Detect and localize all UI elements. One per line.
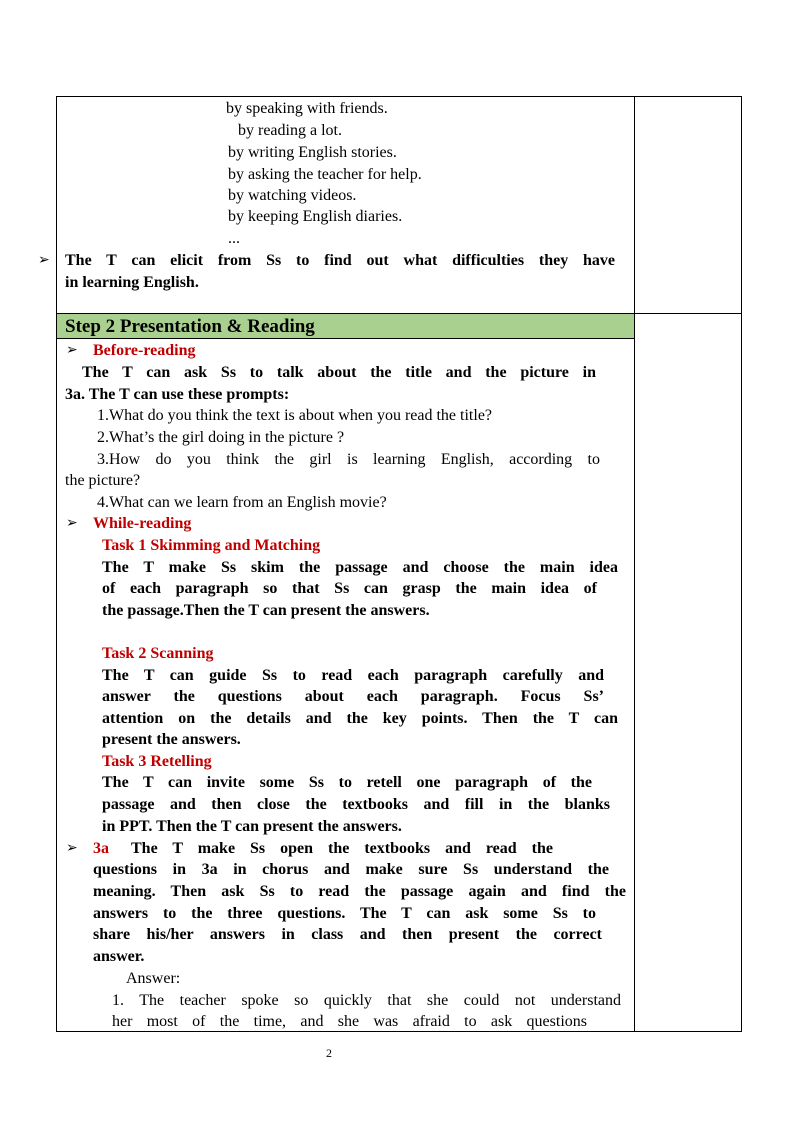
s3a-line: questions in 3a in chorus and make sure Ss understand the (93, 861, 609, 878)
s3a-line: meaning. Then ask Ss to read the passage again and find the (93, 883, 626, 900)
question-line: 3.How do you think the girl is learning English, according to (97, 451, 600, 468)
method-line: by watching videos. (228, 187, 357, 204)
method-line: by speaking with friends. (226, 100, 388, 117)
method-line: ... (228, 230, 240, 247)
s3a-line: answer. (93, 948, 145, 965)
page-number: 2 (326, 1046, 332, 1060)
s3a-line: answers to the three questions. The T can ask some Ss to (93, 905, 596, 922)
s3a-line: share his/her answers in class and then present the correct (93, 926, 602, 943)
task3-line: passage and then close the textbooks and fill in the blanks (102, 796, 610, 813)
task1-title: Task 1 Skimming and Matching (102, 537, 321, 554)
question-line: 4.What can we learn from an English movie? (97, 494, 387, 511)
task1-line: of each paragraph so that Ss can grasp the main idea of (102, 580, 597, 597)
elicit-line: The T can elicit from Ss to find out what difficulties they have (65, 252, 615, 269)
task2-line: answer the questions about each paragraph. Focus Ss’ (102, 688, 604, 705)
before-reading-heading: Before-reading (93, 342, 196, 359)
task2-line: present the answers. (102, 731, 241, 748)
method-line: by writing English stories. (228, 144, 397, 161)
before-line: 3a. The T can use these prompts: (65, 386, 290, 403)
step2-title: Step 2 Presentation & Reading (65, 316, 315, 337)
question-line: 1.What do you think the text is about when you read the title? (97, 407, 493, 424)
s3a-line: The T make Ss open the textbooks and read the (131, 840, 553, 857)
s3a-label: 3a (93, 840, 109, 857)
answer-label: Answer: (126, 970, 181, 987)
arrow-bullet-icon: ➢ (38, 252, 50, 268)
elicit-line: in learning English. (65, 274, 199, 291)
arrow-bullet-icon: ➢ (66, 840, 78, 856)
task2-title: Task 2 Scanning (102, 645, 214, 662)
answer-line: her most of the time, and she was afraid to ask questions (112, 1013, 587, 1030)
task1-line: The T make Ss skim the passage and choose the main idea (102, 559, 618, 576)
task2-line: The T can guide Ss to read each paragraph carefully and (102, 667, 604, 684)
arrow-bullet-icon: ➢ (66, 515, 78, 531)
task2-line: attention on the details and the key points. Then the T can (102, 710, 618, 727)
question-line: 2.What’s the girl doing in the picture ? (97, 429, 345, 446)
method-line: by reading a lot. (238, 122, 342, 139)
before-line: The T can ask Ss to talk about the title and the picture in (82, 364, 596, 381)
question-line: the picture? (65, 472, 141, 489)
answer-line: 1. The teacher spoke so quickly that she could not understand (112, 992, 621, 1009)
method-line: by asking the teacher for help. (228, 166, 422, 183)
task3-line: The T can invite some Ss to retell one paragraph of the (102, 774, 592, 791)
column-divider (634, 96, 635, 1032)
arrow-bullet-icon: ➢ (66, 342, 78, 358)
method-line: by keeping English diaries. (228, 208, 403, 225)
task1-line: the passage.Then the T can present the answers. (102, 602, 430, 619)
task3-title: Task 3 Retelling (102, 753, 212, 770)
task3-line: in PPT. Then the T can present the answers. (102, 818, 402, 835)
while-reading-heading: While-reading (93, 515, 192, 532)
